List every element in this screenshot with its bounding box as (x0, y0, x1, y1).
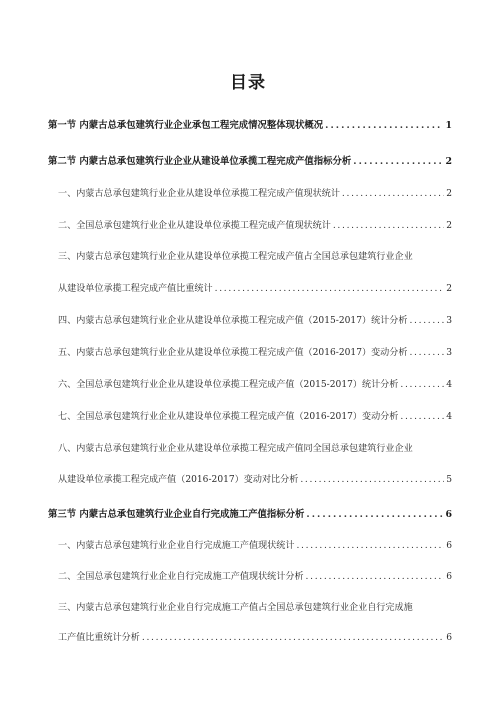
dot-leader (296, 541, 444, 551)
toc-entry-page: 2 (445, 156, 452, 167)
dot-leader (306, 572, 445, 582)
toc-entry-2-4[interactable] (48, 313, 452, 326)
toc-entry-text: 二、全国总承包建筑行业企业自行完成施工产值现状统计分析 (58, 572, 304, 582)
toc-entry-text: 工产值比重统计分析 (58, 633, 140, 643)
toc-entry-page: 4 (446, 380, 452, 390)
toc-entry-text: 第一节 内蒙古总承包建筑行业企业承包工程完成情况整体现状概况 (48, 120, 324, 131)
toc-entry-text: 六、全国总承包建筑行业企业从建设单位承揽工程完成产值（2015-2017）统计分析 (58, 380, 399, 390)
dot-leader (409, 316, 444, 326)
dot-leader (333, 221, 444, 231)
toc-entry-page: 6 (446, 541, 452, 551)
dot-leader (342, 189, 444, 199)
toc-entry-3-3[interactable] (48, 630, 452, 643)
toc-entry-page: 2 (446, 221, 452, 231)
toc-entry-text: 四、内蒙古总承包建筑行业企业从建设单位承揽工程完成产值（2015-2017）统计分析 (58, 316, 408, 326)
toc-entry-page: 6 (446, 633, 452, 643)
toc-title: 目录 (230, 73, 266, 93)
dot-leader (400, 380, 444, 390)
toc-entry-page: 4 (446, 412, 452, 422)
toc-entry-2-2[interactable] (48, 218, 452, 231)
dot-leader (142, 633, 444, 643)
dot-leader (409, 348, 444, 358)
toc-entry-2-5[interactable] (48, 345, 452, 358)
toc-entry-section-3[interactable] (48, 506, 452, 520)
dot-leader (353, 156, 443, 167)
dot-leader (300, 475, 444, 485)
toc-entry-text: 七、全国总承包建筑行业企业从建设单位承揽工程完成产值（2016-2017）变动分析 (58, 412, 399, 422)
toc-entry-page: 2 (446, 284, 452, 294)
toc-entry-text: 从建设单位承揽工程完成产值比重统计 (58, 284, 213, 294)
toc-entry-2-7[interactable] (48, 409, 452, 422)
dot-leader (215, 284, 445, 294)
toc-entry-text: 一、内蒙古总承包建筑行业企业从建设单位承揽工程完成产值现状统计 (58, 189, 340, 199)
toc-entry-page: 3 (446, 348, 452, 358)
toc-entry-text: 五、内蒙古总承包建筑行业企业从建设单位承揽工程完成产值（2016-2017）变动分析 (58, 348, 408, 358)
toc-entry-text: 第三节 内蒙古总承包建筑行业企业自行完成施工产值指标分析 (48, 509, 305, 520)
toc-entry-section-2[interactable] (48, 153, 452, 167)
toc-entry-text: 第二节 内蒙古总承包建筑行业企业从建设单位承揽工程完成产值指标分析 (48, 156, 352, 167)
toc-entry-2-8[interactable] (48, 472, 452, 485)
toc-entry-page: 2 (446, 189, 452, 199)
toc-entry-page: 5 (446, 475, 452, 485)
toc-entry-text: 从建设单位承揽工程完成产值（2016-2017）变动对比分析 (58, 475, 299, 485)
toc-entry-3-2[interactable] (48, 569, 452, 582)
toc-entry-2-3-line1[interactable]: 三、内蒙古总承包建筑行业企业从建设单位承揽工程完成产值占全国总承包建筑行业企业 (58, 252, 413, 262)
toc-entry-2-6[interactable] (48, 377, 452, 390)
toc-entry-page: 6 (445, 509, 452, 520)
toc-entry-page: 6 (446, 572, 452, 582)
dot-leader (306, 509, 443, 520)
toc-entry-3-1[interactable] (48, 538, 452, 551)
toc-entry-text: 二、全国总承包建筑行业企业从建设单位承揽工程完成产值现状统计 (58, 221, 331, 231)
toc-entry-page: 3 (446, 316, 452, 326)
toc-entry-2-8-line1[interactable]: 八、内蒙古总承包建筑行业企业从建设单位承揽工程完成产值同全国总承包建筑行业企业 (58, 444, 413, 454)
dot-leader (325, 120, 443, 131)
toc-entry-section-1[interactable] (48, 117, 452, 131)
toc-entry-text: 一、内蒙古总承包建筑行业企业自行完成施工产值现状统计 (58, 541, 295, 551)
toc-entry-page: 1 (445, 120, 452, 131)
toc-entry-2-3[interactable] (48, 281, 452, 294)
toc-entry-2-1[interactable] (48, 186, 452, 199)
toc-entry-3-3-line1[interactable]: 三、内蒙古总承包建筑行业企业自行完成施工产值占全国总承包建筑行业企业自行完成施 (58, 603, 413, 613)
dot-leader (400, 412, 444, 422)
